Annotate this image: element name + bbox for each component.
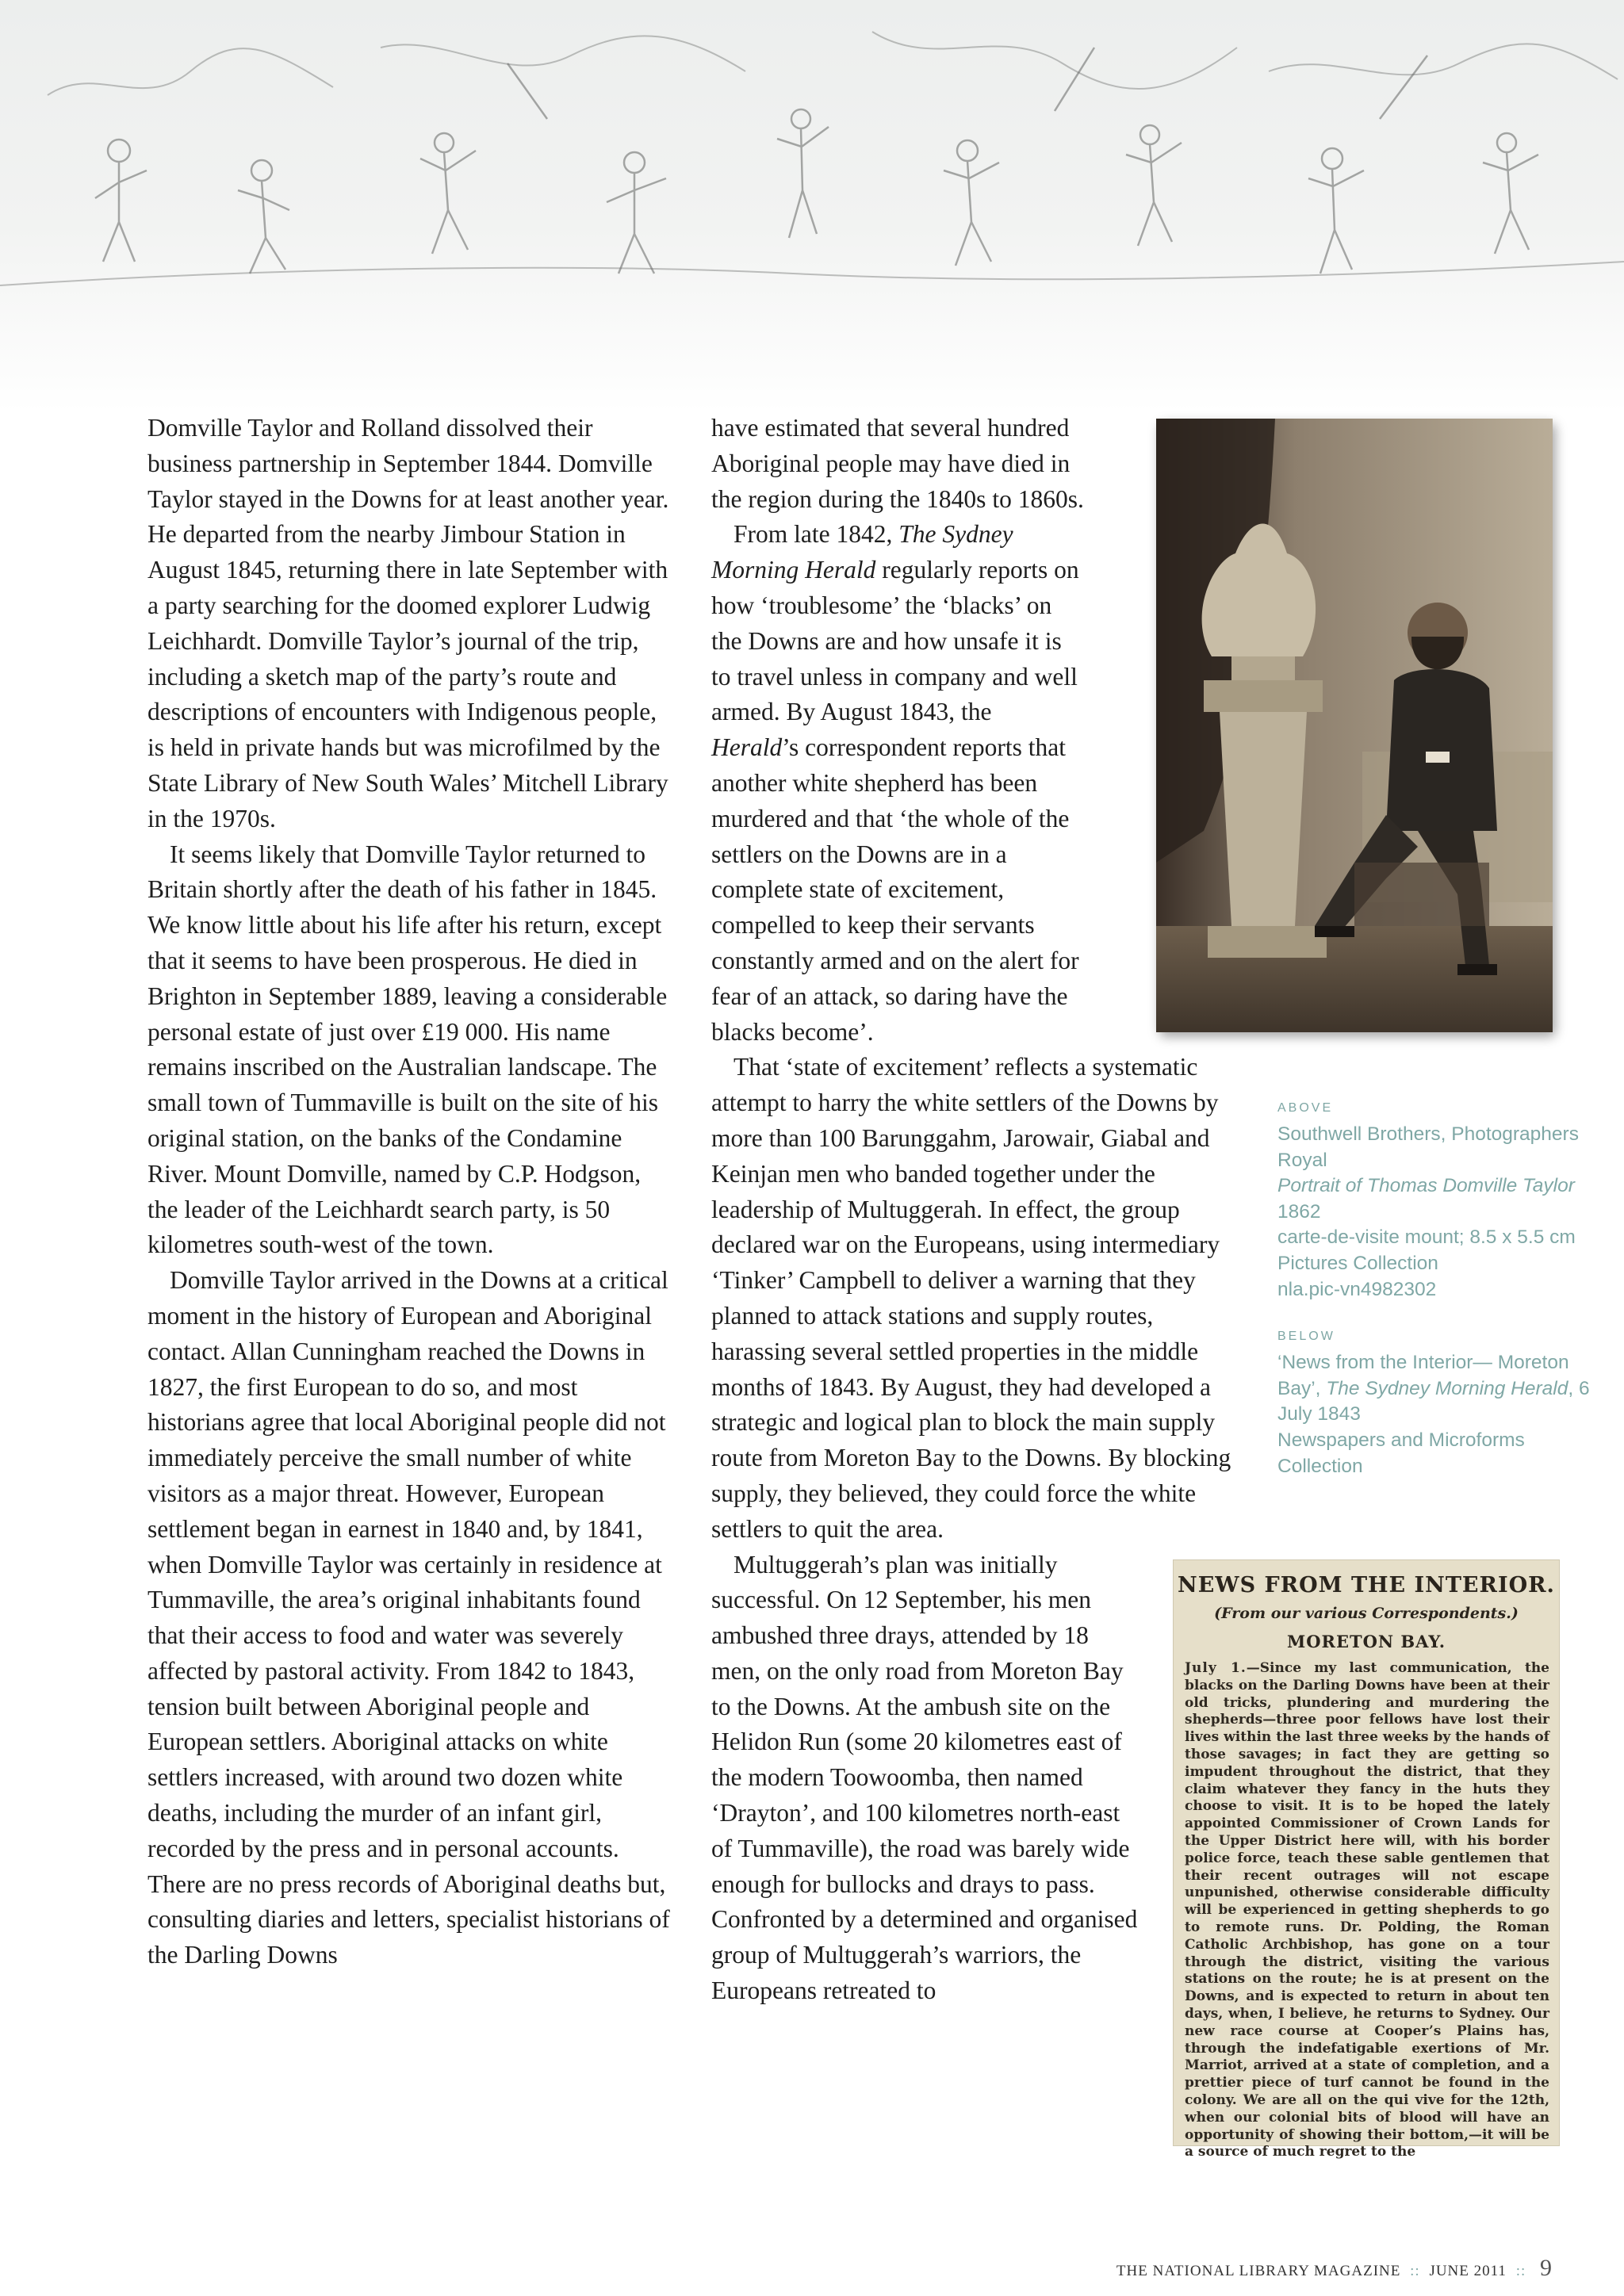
text-beside-portrait xyxy=(711,411,1084,1050)
caption-label: BELOW xyxy=(1277,1330,1335,1344)
clipping-text: —Since my last communication, the blacks on the Darling Downs have been at their old tricks, plundering and murdering the shepherds—three poor fellows have lost their lives within the last three weeks by the hands of those savages; in fact they are getting so impudent throughout the district, that they claim whatever they fancy in the huts they choose to visit. It is to be hoped the lately appointed Commissioner of Crown Lands for the Upper District here will, with his border police force, teach these sable gentlemen that their recent outrages will not escape unpunished, otherwise considerable difficulty will be experienced in getting shepherds to go to remote runs. Dr. Polding, the Roman Catholic Archbishop, has gone on a tour through the district, visiting the various stations on the route; he is at present on the Downs, and is expected to return in about ten days, when, I believe, he returns to Sydney. Our new race course at Cooper’s Plains has, through the indefatigable exertions of Mr. Marriot, arrived at a state of completion, and a prettier piece of turf cannot be found in the colony. We are all on the qui vive for the 12th, when our colonial bits of blood will have an opportunity of showing their bottom,—it will be a source of much regret to the xyxy=(1185,1660,1549,2160)
clipping-subhead: (From our various Correspondents.) xyxy=(1214,1605,1519,1622)
article-column-left xyxy=(147,411,677,1973)
clipping-headline: NEWS FROM THE INTERIOR. xyxy=(1178,1573,1555,1598)
footer-separator: :: xyxy=(1515,2263,1526,2279)
text-run: From late 1842, xyxy=(733,520,893,549)
caption-collection: Newspapers and Microforms Collection xyxy=(1277,1429,1525,1477)
caption-collection: Pictures Collection xyxy=(1277,1252,1438,1274)
paragraph: It seems likely that Domville Taylor returned to Britain shortly after the death of his father in 1845. We know little about his life after his return, except that it seems to have been prosperous. He died in Brighton in September 1889, leaving a considerable personal estate of just over £19 000. His name remains inscribed on the Australian landscape. The small town of Tummaville is built on the site of his original station, on the banks of the Condamine River. Mount Domville, named by C.P. Hodgson, the leader of the Leichhardt search party, is 50 kilometres south-west of the town. xyxy=(147,840,668,1259)
caption-below xyxy=(1277,1326,1595,1479)
caption-label: ABOVE xyxy=(1277,1101,1334,1115)
newspaper-clipping xyxy=(1174,1560,1559,2160)
caption-identifier: nla.pic-vn4982302 xyxy=(1277,1278,1437,1300)
paragraph: Multuggerah’s plan was initially successful. On 12 September, his men ambushed three drays, attended by 18 men, on the only road from Moreton Bay to the Downs. At the ambush site on the Helidon Run (some 20 kilometres east of the modern Toowoomba, then named ‘Drayton’, and 100 kilometres north-east of Tummaville), the road was barely wide enough for bullocks and drays to pass. Confronted by a determined and organised group of Multuggerah’s warriors, the Europeans retreated to xyxy=(711,1550,1138,2005)
page-footer xyxy=(1116,2255,1553,2282)
caption-credit: Southwell Brothers, Photographers Royal xyxy=(1277,1123,1579,1171)
sketch-illustration-banner xyxy=(0,0,1624,412)
publication-date: , 6 July 1843 xyxy=(1277,1377,1590,1425)
caption-title xyxy=(1277,1173,1595,1225)
caption-medium: carte-de-visite mount; 8.5 x 5.5 cm xyxy=(1277,1226,1576,1249)
magazine-name: THE NATIONAL LIBRARY MAGAZINE xyxy=(1116,2263,1401,2279)
newspaper-title-short: Herald xyxy=(711,733,783,762)
newspaper-name: The Sydney Morning Herald xyxy=(1326,1377,1568,1399)
paragraph: have estimated that several hundred Aboriginal people may have died in the region during the 1840s to 1860s. xyxy=(711,414,1084,513)
page-number: 9 xyxy=(1540,2255,1553,2281)
clipping-date: July 1. xyxy=(1185,1660,1247,1676)
artwork-title: Portrait of Thomas Domville Taylor xyxy=(1277,1175,1575,1197)
clipping-body xyxy=(1185,1660,1549,2161)
caption-title xyxy=(1277,1350,1595,1428)
artwork-year: 1862 xyxy=(1277,1200,1321,1223)
paragraph: That ‘state of excitement’ reflects a systematic attempt to harry the white settlers of the Downs by more than 100 Barunggahm, Jarowair, Giabal and Keinjan men who banded together under the leadership of Multuggerah. In effect, the group declared war on the Europeans, using intermediary ‘Tinker’ Campbell to deliver a warning that they planned to attack stations and supply routes, harassing several settled properties in the middle months of 1843. By August, they had developed a strategic and logical plan to block the main supply route from Moreton Bay to the Downs. By blocking supply, they believed, they could force the white settlers to quit the area. xyxy=(711,1053,1231,1543)
text-run: regularly reports on how ‘troublesome’ the ‘blacks’ on the Downs are and how unsafe it is to travel unless in company and well armed. By August 1843, the xyxy=(711,556,1079,726)
issue-date: JUNE 2011 xyxy=(1429,2263,1507,2279)
text-run: ’s correspondent reports that another white shepherd has been murdered and that ‘the whole of the settlers on the Downs are in a complete state of excitement, compelled to keep their servants constantly armed and on the alert for fear of an attack, so daring have the blacks become’. xyxy=(711,733,1079,1046)
paragraph: Domville Taylor arrived in the Downs at a critical moment in the history of European and Aboriginal contact. Allan Cunningham reached the Downs in 1827, the first European to do so, and most historians agree that local Aboriginal people did not immediately perceive the small number of white visitors as a major threat. However, European settlement began in earnest in 1840 and, by 1841, when Domville Taylor was certainly in residence at Tummaville, the area’s original inhabitants found that their access to food and water was severely affected by pastoral activity. From 1842 to 1843, tension built between Aboriginal people and European settlers. Aboriginal attacks on white settlers increased, with around two dozen white deaths, including the murder of an infant girl, recorded by the press and in personal accounts. There are no press records of Aboriginal deaths but, consulting diaries and letters, specialist historians of the Darling Downs xyxy=(147,1266,670,1969)
footer-separator: :: xyxy=(1410,2263,1420,2279)
pencil-sketch-figures xyxy=(0,0,1624,412)
paragraph: Domville Taylor and Rolland dissolved their business partnership in September 1844. Domville Taylor stayed in the Downs for at least another year. He departed from the nearby Jimbour Station in August 1845, returning there in late September with a party searching for the doomed explorer Ludwig Leichhardt. Domville Taylor’s journal of the trip, including a sketch map of the party’s route and descriptions of encounters with Indigenous people, is held in private hands but was microfilmed by the State Library of New South Wales’ Mitchell Library in the 1970s. xyxy=(147,414,669,832)
portrait-photograph xyxy=(1156,419,1553,1032)
paragraph xyxy=(711,517,1084,1050)
clipping-section: MORETON BAY. xyxy=(1286,1632,1446,1651)
newspaper-title: The Sydney Morning Herald xyxy=(711,520,1013,584)
article-title: ‘News from the Interior— Moreton Bay’, xyxy=(1277,1352,1569,1399)
caption-above xyxy=(1277,1098,1595,1303)
image-captions xyxy=(1277,1098,1595,1479)
portrait-image xyxy=(1156,419,1553,1032)
